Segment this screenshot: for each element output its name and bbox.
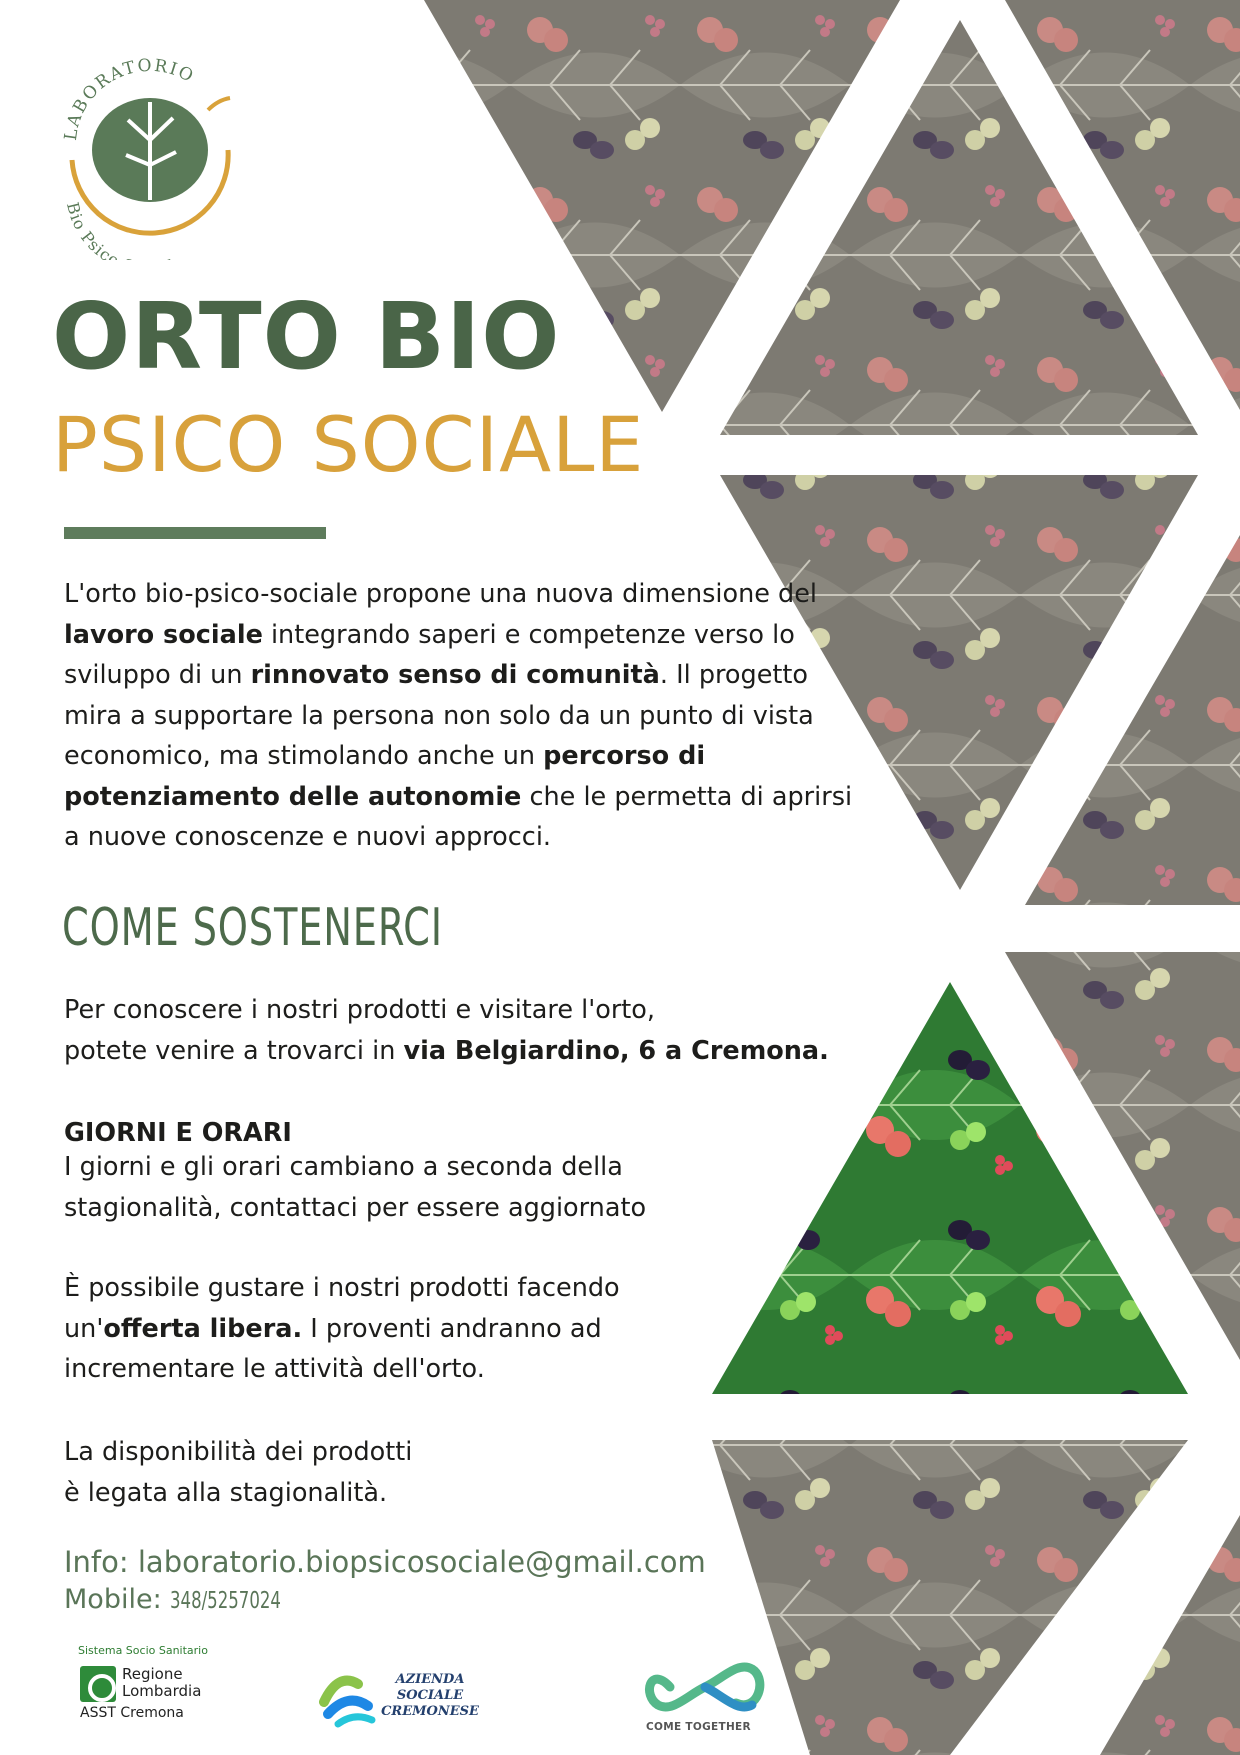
contact-email: Info: laboratorio.biopsicosociale@gmail.com [64, 1545, 706, 1579]
infinity-hands-icon [640, 1655, 770, 1719]
laboratorio-logo [58, 40, 243, 260]
availability-paragraph: La disponibilità dei prodotti è legata alla stagionalità. [64, 1437, 413, 1508]
triangle-tile [712, 1440, 1188, 1755]
regione-lombardia-logo: Sistema Socio Sanitario Regione Lombardia ASST Cremona [78, 1644, 208, 1721]
email-link[interactable]: laboratorio.biopsicosociale@gmail.com [137, 1545, 706, 1579]
visit-paragraph: Per conoscere i nostri prodotti e visitare l'orto, potete venire a trovarci in via Belgiardino, 6 a Cremona. [64, 995, 829, 1066]
triangle-tile [1100, 1515, 1240, 1755]
lombardia-rose-icon [80, 1666, 116, 1702]
svg-text:LABORATORIO: LABORATORIO [60, 55, 198, 142]
offer-paragraph: È possibile gustare i nostri prodotti facendo un'offerta libera. I proventi andranno ad incrementare le attività dell'orto. [64, 1273, 620, 1384]
contact-mobile: Mobile: 348/5257024 [64, 1584, 282, 1615]
address: via Belgiardino, 6 a Cremona. [403, 1035, 829, 1066]
azienda-swirl-icon [318, 1662, 378, 1732]
come-together-logo: COME TOGETHER [640, 1655, 770, 1735]
brain-tree-icon [58, 40, 243, 260]
phone-number[interactable]: 348/5257024 [170, 1588, 282, 1614]
svg-text:Bio Psico Sociale: Bio Psico [63, 200, 124, 260]
hours-heading: GIORNI E ORARI [64, 1118, 292, 1148]
page-subtitle: PSICO SOCIALE [52, 400, 645, 489]
hours-paragraph: I giorni e gli orari cambiano a seconda della stagionalità, contattaci per essere aggiornato [64, 1152, 647, 1223]
title-divider [64, 527, 326, 539]
azienda-sociale-logo: AZIENDA SOCIALE CREMONESE [318, 1662, 488, 1732]
intro-paragraph: L'orto bio-psico-sociale propone una nuova dimensione del lavoro sociale integrando saperi e competenze verso lo sviluppo di un rinnovato senso di comunità. Il progetto mira a supportare la persona non solo da un punto di vista economico, ma stimolando anche un percorso di potenziamento delle autonomie che le permetta di aprirsi a nuove conoscenze e nuovi approcci. [64, 579, 853, 852]
section-heading-support: COME SOSTENERCI [62, 898, 443, 958]
page-title: ORTO BIO [52, 283, 561, 390]
